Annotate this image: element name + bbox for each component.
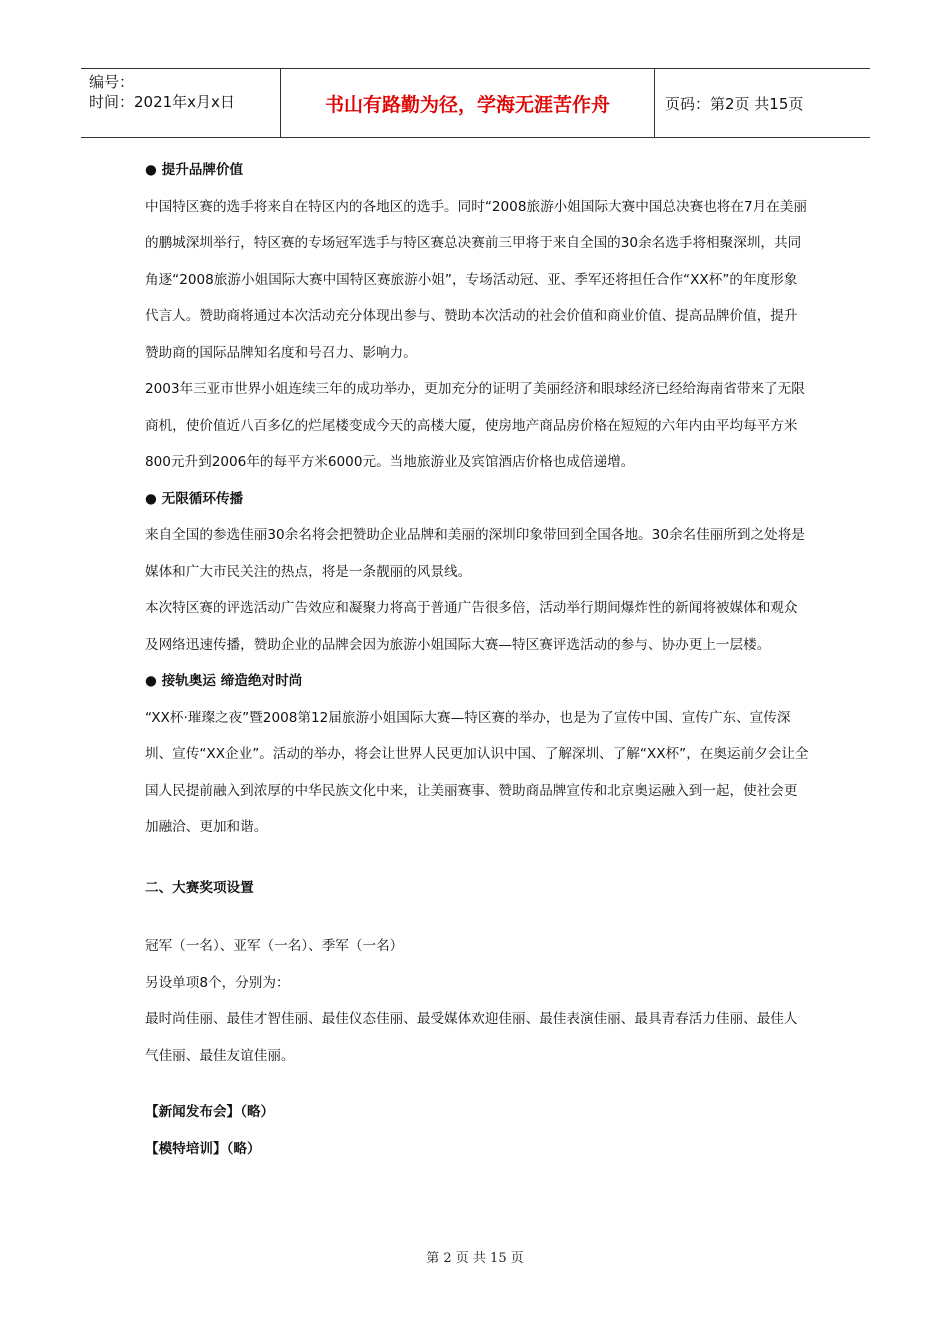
header-motto-cell [281,69,655,137]
motto: 书山有路勤为径，学海无涯苦作舟 [324,93,610,116]
header-page-info: 页码：第2页 共15页 [665,94,804,113]
paragraph: 2003年三亚市世界小姐连续三年的成功举办，更加充分的证明了美丽经济和眼球经济已经给海南省带来了无限商机，使价值近八百多亿的烂尾楼变成今天的高楼大厦，使房地产商品房价格在短短的六年内由平均每平方米800元升到2006年的每平方米6000元。当地旅游业及宾馆酒店价格也成倍递增。 [145,381,805,470]
paragraph: “XX杯·璀璨之夜”暨2008第12届旅游小姐国际大赛—特区赛的举办，也是为了宣传中国、宣传广东、宣传深圳、宣传“XX企业”。活动的举办，将会让世界人民更加认识中国、了解深圳、了解“XX杯”，在奥运前夕会让全国人民提前融入到浓厚的中华民族文化中来，让美丽赛事、赞助商品牌宣传和北京奥运融入到一起，使社会更加融洽、更加和谐。 [145,709,809,835]
time-label: 时间：2021年x月x日 [89,93,235,111]
awards-text: 冠军（一名）、亚军（一名）、季军（一名） [145,938,404,954]
extra-item: 【新闻发布会】（略） [145,1104,275,1120]
section2-title: 二、大赛奖项设置 [145,879,254,896]
page-footer: 第 2 页 共 15 页 [426,1251,524,1266]
header-meta [81,69,281,137]
paragraph: 中国特区赛的选手将来自在特区内的各地区的选手。同时“2008旅游小姐国际大赛中国总决赛也将在7月在美丽的鹏城深圳举行，特区赛的专场冠军选手与特区赛总决赛前三甲将于来自全国的30余名选手将相聚深圳，共同角逐“2008旅游小姐国际大赛中国特区赛旅游小姐”，专场活动冠、亚、季军还将担任合作“XX杯”的年度形象代言人。赞助商将通过本次活动充分体现出参与、赞助本次活动的社会价值和商业价值、提高品牌价值，提升赞助商的国际品牌知名度和号召力、影响力。 [145,198,808,361]
page-header [81,68,870,138]
section-heading: ● 无限循环传播 [145,490,244,507]
extra-item: 【模特培训】（略） [145,1140,261,1157]
paragraph: 本次特区赛的评选活动广告效应和凝聚力将高于普通广告很多倍，活动举行期间爆炸性的新闻将被媒体和观众及网络迅速传播，赞助企业的品牌会因为旅游小姐国际大赛—特区赛评选活动的参与、协办更上一层楼。 [145,600,798,653]
number-label: 编号： [89,73,135,91]
special-list: 最时尚佳丽、最佳才智佳丽、最佳仪态佳丽、最受媒体欢迎佳丽、最佳表演佳丽、最具青春活力佳丽、最佳人气佳丽、最佳友谊佳丽。 [145,1011,798,1064]
section-heading: ● 接轨奥运 缔造绝对时尚 [145,673,303,689]
section-heading: ● 提升品牌价值 [145,162,244,178]
paragraph: 来自全国的参选佳丽30余名将会把赞助企业品牌和美丽的深圳印象带回到全国各地。30余名佳丽所到之处将是媒体和广大市民关注的热点，将是一条靓丽的风景线。 [145,527,805,580]
special-intro: 另设单项8个，分别为： [145,974,290,991]
document-body [145,152,810,1167]
